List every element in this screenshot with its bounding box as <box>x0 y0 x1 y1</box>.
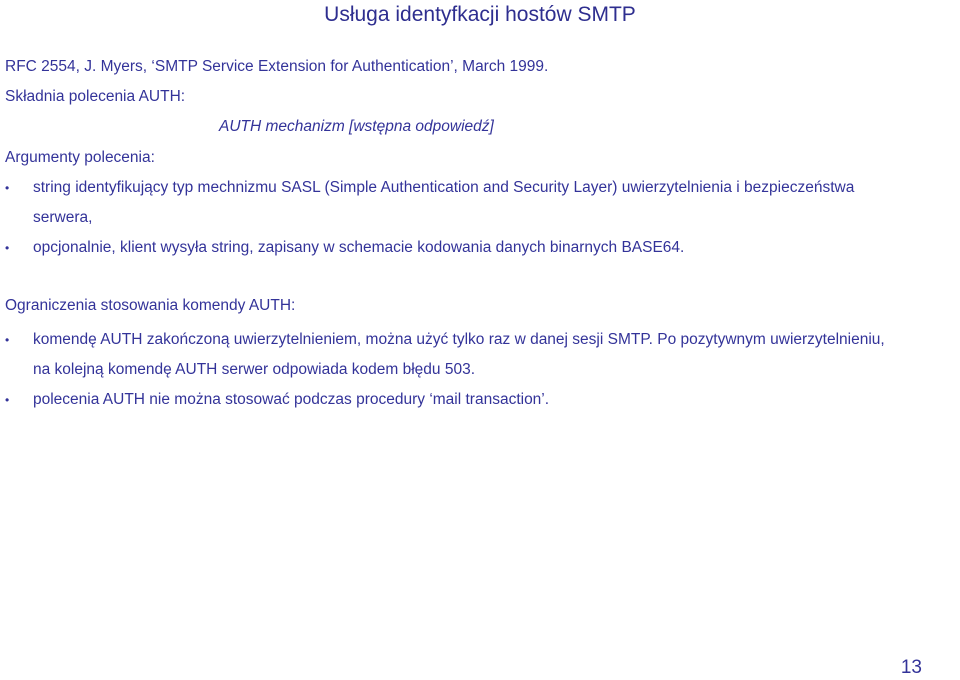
arguments-heading: Argumenty polecenia: <box>5 149 155 166</box>
bullet-icon: • <box>5 181 10 195</box>
list-item-continuation <box>0 203 960 233</box>
syntax-label: Składnia polecenia AUTH: <box>5 88 186 105</box>
list-item-continuation <box>0 355 960 385</box>
bullet-icon: • <box>5 393 10 407</box>
list-item-text: opcjonalnie, klient wysyła string, zapisany w schemacie kodowania danych binarnych BASE64. <box>33 239 685 256</box>
rfc-reference: RFC 2554, J. Myers, ‘SMTP Service Extension for Authentication’, March 1999. <box>5 58 549 75</box>
list-item-text: polecenia AUTH nie można stosować podczas procedury ‘mail transaction’. <box>33 391 550 408</box>
list-item <box>0 385 960 415</box>
arguments-list <box>0 173 960 263</box>
bullet-icon: • <box>5 333 10 347</box>
page-number: 13 <box>900 657 922 678</box>
list-item-text: komendę AUTH zakończoną uwierzytelnieniem, można użyć tylko raz w danej sesji SMTP. Po pozytywnym uwierzytelnieniu, <box>33 331 885 348</box>
list-item-text: serwera, <box>33 209 93 226</box>
list-item-text: string identyfikujący typ mechnizmu SASL (Simple Authentication and Security Layer) uwierzytelnienia i bezpieczeństwa <box>33 179 855 196</box>
command-syntax: AUTH mechanizm [wstępna odpowiedź] <box>219 118 494 135</box>
list-item <box>0 325 960 355</box>
list-item <box>0 233 960 263</box>
slide-title: Usługa identyfkacji hostów SMTP <box>324 3 636 26</box>
list-item-text: na kolejną komendę AUTH serwer odpowiada kodem błędu 503. <box>33 361 476 378</box>
restrictions-heading: Ograniczenia stosowania komendy AUTH: <box>5 297 296 314</box>
bullet-icon: • <box>5 241 10 255</box>
restrictions-list <box>0 325 960 415</box>
list-item <box>0 173 960 203</box>
